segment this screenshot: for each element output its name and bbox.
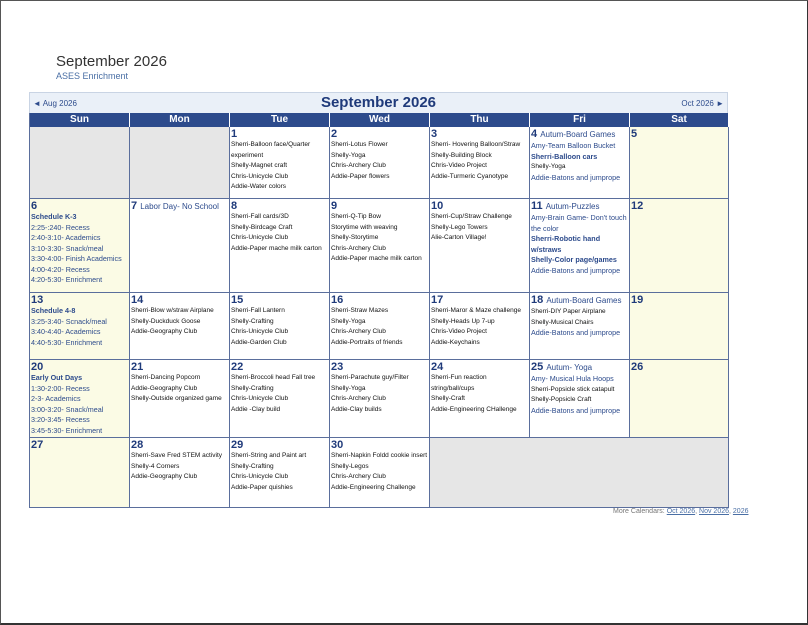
day-cell[interactable] — [530, 360, 630, 438]
event-item[interactable]: Shelly-Magnet craft — [231, 162, 287, 169]
event-item[interactable]: Sherri-Balloon cars — [531, 151, 598, 161]
event-item[interactable]: Shelly-Storytime — [331, 234, 379, 241]
event-item[interactable]: Shelly-Musical Chairs — [531, 318, 594, 326]
schedule-line: 3:20-3:45- Recess — [31, 415, 90, 424]
event-item[interactable]: Storytime with weaving — [331, 223, 398, 231]
event-item[interactable]: Shelly-Duckduck Goose — [131, 317, 201, 325]
day-number — [31, 294, 129, 306]
schedule-heading: Early Out Days — [31, 373, 83, 382]
event-item[interactable]: Addie-Batons and jumprope — [531, 265, 621, 275]
day-number — [31, 200, 129, 212]
day-cell[interactable] — [430, 360, 530, 438]
event-item[interactable]: Chris-Archery Club — [331, 473, 386, 480]
day-number-value: 13 — [31, 294, 44, 306]
day-number-value: 19 — [631, 294, 644, 306]
blank-day-cell — [130, 127, 230, 199]
event-item[interactable]: Chris-Unicycle Club — [231, 234, 289, 241]
day-number — [31, 439, 129, 451]
day-number — [231, 361, 329, 373]
day-number-value: 11 — [531, 200, 543, 212]
day-cell[interactable] — [630, 293, 729, 360]
schedule-line: 3:00-3:20- Snack/meal — [31, 404, 104, 414]
event-item[interactable]: Addie-Batons and jumprope — [531, 172, 621, 182]
day-highlight-event: Labor Day- No School — [140, 202, 219, 211]
day-number — [131, 294, 229, 306]
event-item[interactable]: Chris-Unicycle Club — [231, 395, 289, 402]
day-cell[interactable] — [430, 293, 530, 360]
day-cell[interactable] — [630, 360, 729, 438]
day-number-value: 27 — [31, 439, 44, 451]
event-item[interactable]: Shelly-Lego Towers — [431, 223, 488, 231]
day-cell[interactable] — [430, 199, 530, 293]
calendar-nav-bar — [29, 92, 728, 113]
day-number-value: 12 — [631, 200, 644, 212]
more-calendars: More Calendars: Oct 2026, Nov 2026, 2026 — [613, 508, 749, 515]
weekday-header-sat: Sat — [630, 113, 729, 127]
day-number-value: 7 — [131, 200, 138, 212]
event-item[interactable]: Sherri-Cup/Straw Challenge — [431, 213, 512, 220]
day-number-value: 8 — [231, 200, 238, 212]
event-item[interactable]: Sherri- Hovering Balloon/Straw — [431, 141, 521, 148]
event-item[interactable]: Sherri-Fall Lantern — [231, 307, 285, 314]
event-item[interactable]: Sherri-Robotic hand w/straws — [531, 234, 601, 254]
weekday-header-sun: Sun — [30, 113, 130, 127]
day-cell[interactable] — [630, 199, 729, 293]
event-item[interactable]: Addie-Paper quishies — [231, 483, 293, 491]
day-number — [431, 361, 529, 373]
day-number-value: 5 — [631, 128, 638, 140]
day-number-value: 25 — [531, 361, 544, 373]
event-item[interactable]: Sherri-Dancing Popcorn — [131, 374, 201, 381]
day-number — [331, 294, 429, 306]
event-item[interactable]: Shelly-Heads Up 7-up — [431, 317, 495, 325]
event-item[interactable]: Chris-Archery Club — [331, 395, 386, 402]
event-item[interactable]: Chris-Video Project — [431, 328, 487, 335]
event-item[interactable]: Shelly-Birdcage Craft — [231, 223, 293, 231]
event-item[interactable]: Shelly-Color page/games — [531, 255, 617, 264]
day-number — [331, 439, 429, 451]
event-item[interactable]: Chris-Archery Club — [331, 328, 386, 335]
event-item[interactable]: Shelly-Yoga — [531, 163, 566, 170]
day-cell[interactable] — [130, 438, 230, 508]
event-item[interactable]: Chris-Unicycle Club — [231, 473, 289, 480]
day-number — [231, 128, 329, 140]
schedule-line: 4:00-4:20- Recess — [31, 264, 90, 274]
event-item[interactable]: Addie-Geography Club — [131, 384, 198, 392]
event-item[interactable]: Addie-Keychains — [431, 338, 480, 346]
event-item[interactable]: Addie-Turmeric Cyanotype — [431, 172, 509, 180]
event-item[interactable]: Addie-Clay builds — [331, 405, 382, 413]
event-item[interactable]: Shelly-Craft — [431, 395, 465, 402]
schedule-line: 3:25-3:40- Scnack/meal — [31, 316, 107, 326]
event-item[interactable]: Chris-Video Project — [431, 162, 487, 169]
event-item[interactable]: Shelly-Crafting — [231, 317, 274, 325]
day-cell[interactable] — [330, 199, 430, 293]
day-number-value: 4 — [531, 128, 538, 140]
day-number-value: 29 — [231, 439, 244, 451]
day-number — [231, 200, 329, 212]
schedule-heading: Schedule 4-8 — [31, 306, 76, 315]
day-cell[interactable] — [230, 438, 330, 508]
event-item[interactable]: Addie-Geography Club — [131, 473, 198, 480]
day-number-value: 21 — [131, 361, 144, 373]
day-highlight-event: Autum-Board Games — [546, 296, 622, 305]
document-title: September 2026 — [56, 53, 167, 70]
event-item[interactable]: Sherri-Straw Mazes — [331, 307, 389, 314]
schedule-line: 4:20-5:30- Enrichment — [31, 275, 103, 284]
event-item[interactable]: Shelly-Yoga — [331, 151, 366, 159]
day-highlight-event: Autum- Yoga — [546, 363, 593, 372]
event-item[interactable]: Shelly-Building Block — [431, 151, 492, 159]
event-item[interactable]: Addie-Portraits of friends — [331, 338, 403, 346]
day-number-value: 10 — [431, 200, 444, 212]
event-item[interactable]: Sherri-Q-Tip Bow — [331, 213, 381, 220]
event-item[interactable]: Addie-Batons and jumprope — [531, 328, 621, 337]
event-item[interactable]: Sherri-String and Paint art — [231, 452, 307, 459]
day-number-value: 30 — [331, 439, 344, 451]
event-item[interactable]: Sherri-Parachute guy/Filter — [331, 374, 409, 381]
day-number — [131, 439, 229, 451]
event-item[interactable]: Addie-Garden Club — [231, 338, 287, 346]
event-item[interactable]: Shelly-Outside organized game — [131, 395, 222, 402]
day-highlight-event: Autum-Puzzles — [545, 202, 600, 211]
day-number — [531, 294, 629, 307]
day-number-value: 3 — [431, 128, 438, 140]
event-item[interactable]: Addie-Engineering CHallenge — [431, 405, 517, 413]
day-number — [331, 128, 429, 140]
day-cell[interactable] — [330, 360, 430, 438]
day-cell[interactable] — [630, 127, 729, 199]
event-item[interactable]: Shelly-Yoga — [331, 317, 366, 325]
day-number — [431, 294, 529, 306]
schedule-line: 2-3- Academics — [31, 394, 81, 403]
day-number — [431, 200, 529, 212]
day-cell[interactable] — [230, 199, 330, 293]
event-item[interactable]: Sherri-Save Fred STEM activity — [131, 452, 223, 459]
month-title: September 2026 — [320, 94, 437, 111]
day-number — [331, 200, 429, 212]
day-number-value: 23 — [331, 361, 344, 373]
day-number — [331, 361, 429, 373]
day-number — [531, 128, 629, 141]
day-cell[interactable] — [30, 438, 130, 508]
day-highlight-event: Autum-Board Games — [540, 130, 616, 139]
event-item[interactable]: Addie -Clay build — [231, 405, 281, 413]
event-item[interactable]: Sherri-Maror & Maze challenge — [431, 307, 521, 314]
schedule-line: 2:40-3:10- Academics — [31, 233, 101, 242]
more-calendars-label: More Calendars: — [613, 508, 665, 515]
event-item[interactable]: Addie-Paper mache milk carton — [331, 255, 422, 262]
day-number-value: 18 — [531, 294, 544, 306]
schedule-line: 3:40-4:40- Academics — [31, 327, 101, 336]
day-cell[interactable] — [330, 293, 430, 360]
day-number-value: 22 — [231, 361, 244, 373]
weekday-header-fri: Fri — [530, 113, 630, 127]
weekday-header-thu: Thu — [430, 113, 530, 127]
day-number — [631, 200, 728, 212]
blank-day-cell — [430, 438, 729, 508]
day-cell[interactable] — [530, 127, 630, 199]
event-item[interactable]: Shelly-Yoga — [331, 384, 366, 392]
event-item[interactable]: Sherri-Popsicle stick catapult — [531, 385, 615, 393]
day-number — [31, 361, 129, 373]
event-item[interactable]: Shelly-Crafting — [231, 462, 274, 470]
event-item[interactable]: Shelly-Popsicle Craft — [531, 396, 592, 403]
event-item[interactable]: Shelly-4 Corners — [131, 462, 180, 470]
calendar — [29, 92, 728, 508]
day-number — [531, 361, 629, 374]
day-number-value: 17 — [431, 294, 444, 306]
day-number-value: 6 — [31, 200, 38, 212]
weekday-header-wed: Wed — [330, 113, 430, 127]
schedule-line: 3:30-4:00- Finish Academics — [31, 254, 122, 263]
link-nov-2026[interactable]: Nov 2026 — [699, 508, 729, 515]
day-cell[interactable] — [30, 293, 130, 360]
day-cell[interactable] — [130, 293, 230, 360]
event-item[interactable]: Addie-Batons and jumprope — [531, 405, 621, 415]
day-number-value: 20 — [31, 361, 44, 373]
event-item[interactable]: Sherri-Broccoli head Fall tree — [231, 374, 316, 381]
day-cell[interactable] — [130, 360, 230, 438]
day-number-value: 28 — [131, 439, 144, 451]
day-cell[interactable] — [530, 199, 630, 293]
event-item[interactable]: Sherri-DIY Paper Airplane — [531, 308, 606, 315]
event-item[interactable]: Sherri-Fall cards/3D — [231, 213, 289, 220]
event-item[interactable]: Addie-Engineering Challenge — [331, 483, 416, 491]
day-number — [131, 361, 229, 373]
link-year-2026[interactable]: 2026 — [732, 508, 749, 515]
day-number-value: 2 — [331, 128, 338, 140]
day-cell[interactable] — [530, 293, 630, 360]
day-number-value: 14 — [131, 294, 144, 306]
day-number — [131, 200, 229, 213]
schedule-line: 4:40-5:30- Enrichment — [31, 337, 103, 347]
event-item[interactable]: Amy-Brain Game- Don't touch the color — [531, 213, 627, 233]
event-item[interactable]: Chris-Unicycle Club — [231, 172, 289, 180]
event-item[interactable]: Sherri-Balloon face/Quarter experiment — [231, 141, 311, 159]
day-number — [631, 361, 728, 373]
event-item[interactable]: Shelly-Legos — [331, 462, 369, 470]
event-item[interactable]: Amy-Team Balloon Bucket — [531, 141, 616, 150]
event-item[interactable]: Sherri-Blow w/straw Airplane — [131, 307, 214, 314]
day-number — [531, 200, 629, 213]
day-cell[interactable] — [430, 127, 530, 199]
day-cell[interactable] — [330, 438, 430, 508]
schedule-line: 2:25-:240- Recess — [31, 222, 90, 232]
schedule-line: 1:30-2:00- Recess — [31, 383, 90, 393]
day-number — [631, 128, 728, 140]
event-item[interactable]: Chris-Archery Club — [331, 162, 386, 169]
document-subtitle: ASES Enrichment — [56, 71, 129, 81]
event-item[interactable]: Addie-Water colors — [231, 183, 287, 190]
event-item[interactable]: Sherri-Napkin Foldd cookie insert — [331, 452, 428, 459]
event-item[interactable]: Chris-Archery Club — [331, 244, 386, 252]
link-oct-2026[interactable]: Oct 2026 — [666, 508, 696, 515]
calendar-grid — [29, 113, 728, 508]
day-cell[interactable] — [230, 360, 330, 438]
day-number-value: 15 — [231, 294, 244, 306]
event-item[interactable]: Sherri-Lotus Flower — [331, 141, 388, 148]
event-item[interactable]: Chris-Unicycle Club — [231, 328, 289, 335]
day-number — [431, 128, 529, 140]
day-number — [231, 294, 329, 306]
prev-month-link[interactable]: ◄ Aug 2026 — [33, 99, 77, 108]
weekday-header-tue: Tue — [230, 113, 330, 127]
day-cell[interactable] — [30, 360, 130, 438]
day-number — [631, 294, 728, 306]
day-cell[interactable] — [30, 199, 130, 293]
day-number-value: 9 — [331, 200, 338, 212]
day-number-value: 26 — [631, 361, 644, 373]
day-cell[interactable] — [230, 293, 330, 360]
event-item[interactable]: Alie-Carton Village! — [431, 234, 487, 241]
event-item[interactable]: Addie-Geography Club — [131, 328, 198, 335]
next-month-link[interactable]: Oct 2026 ► — [681, 99, 724, 108]
schedule-line: 3:10-3:30- Snack/meal — [31, 243, 104, 253]
schedule-heading: Schedule K-3 — [31, 212, 77, 221]
day-cell[interactable] — [130, 199, 230, 293]
schedule-line: 3:45-5:30- Enrichment — [31, 425, 103, 435]
event-item[interactable]: Addie-Paper mache milk carton — [231, 244, 322, 252]
event-item[interactable]: Amy- Musical Hula Hoops — [531, 374, 614, 383]
day-number-value: 1 — [231, 128, 238, 140]
event-item[interactable]: Addie-Paper flowers — [331, 172, 390, 180]
event-item[interactable]: Shelly-Crafting — [231, 384, 274, 392]
day-number-value: 16 — [331, 294, 344, 306]
day-cell[interactable] — [330, 127, 430, 199]
event-item[interactable]: Sherri-Fun reaction string/ball/cups — [431, 374, 487, 392]
blank-day-cell — [30, 127, 130, 199]
day-number-value: 24 — [431, 361, 444, 373]
weekday-header-mon: Mon — [130, 113, 230, 127]
day-number — [231, 439, 329, 451]
day-cell[interactable] — [230, 127, 330, 199]
